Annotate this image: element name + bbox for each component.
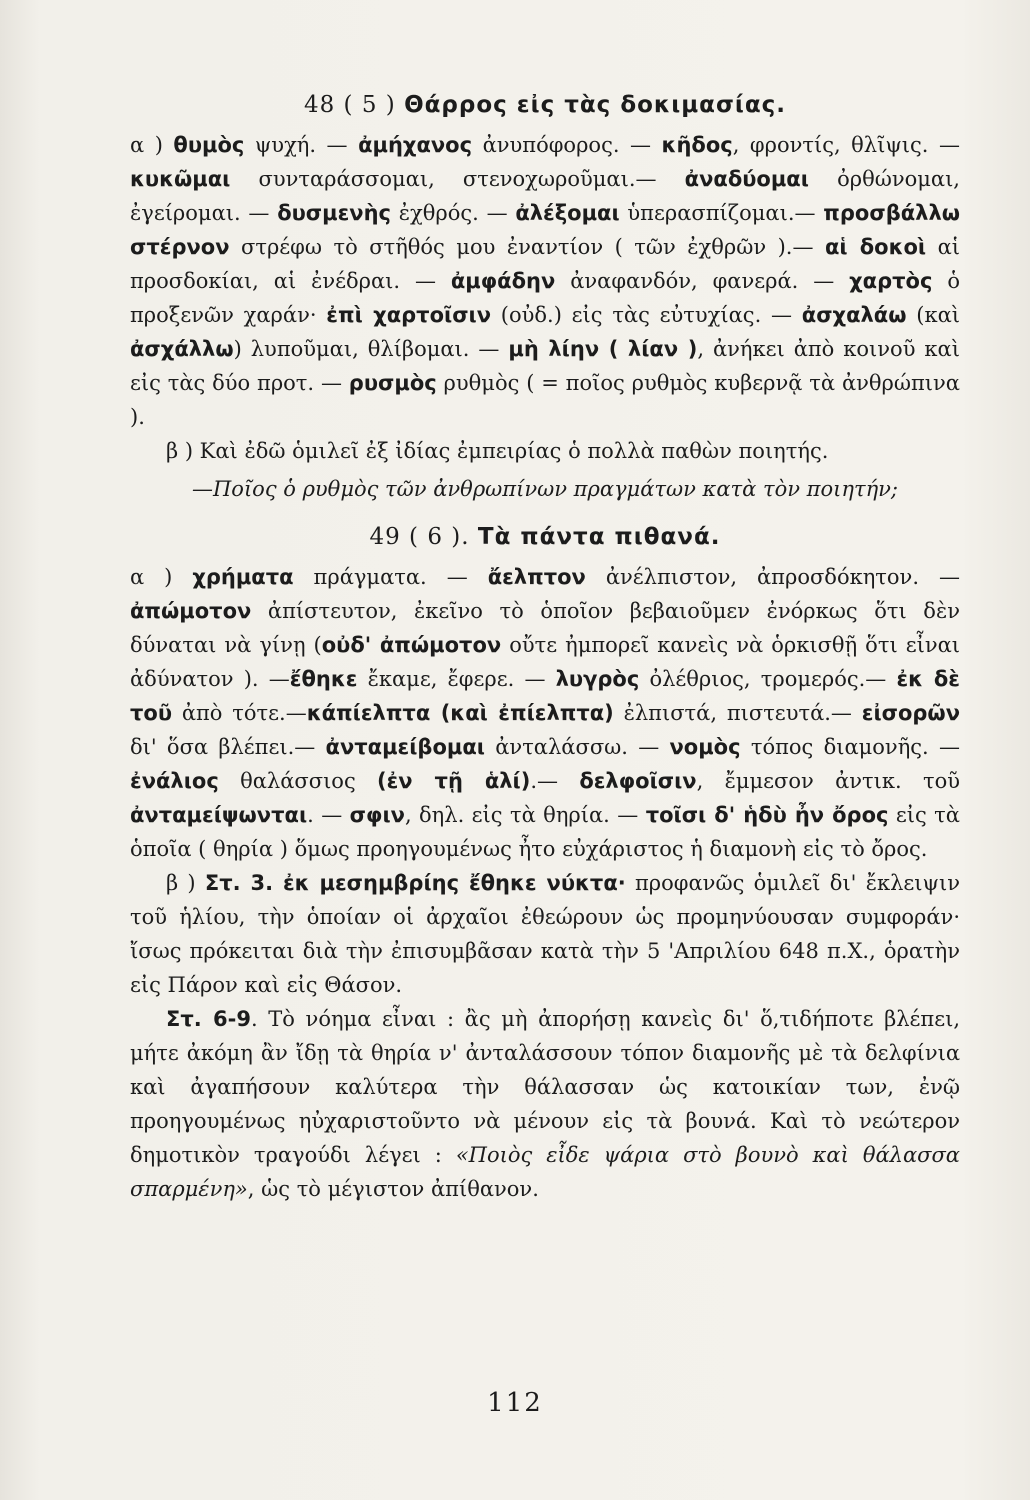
text-run: (οὐδ.) εἰς τὰς εὐτυχίας. —: [491, 303, 802, 327]
page-content: [130, 88, 960, 1206]
bold-term: ἄελπτον: [487, 565, 586, 589]
text-run: (καὶ: [906, 303, 960, 327]
section-49-commentary: [130, 866, 960, 1002]
bold-term: ἀμφάδην: [450, 269, 556, 293]
section-49-number: 49 ( 6 ).: [369, 524, 470, 550]
section-48-title: Θάρρος εἰς τὰς δοκιμασίας.: [404, 92, 787, 118]
bold-term: ἀναδύομαι: [684, 167, 809, 191]
text-run: ἐχθρός. —: [391, 201, 516, 225]
text-run: ὁ προξενῶν χαράν·: [130, 269, 960, 327]
text-run: εἰς τὰ ὁποῖα ( θηρία ) ὅμως προηγουμένως ἦτο εὐχάριστος ἡ διαμονὴ εἰς τὸ ὄρος.: [130, 803, 960, 861]
section-48-glossary: [130, 128, 960, 434]
bold-term: ἐνάλιος: [130, 769, 219, 793]
text-run: δι' ὅσα βλέπει.—: [130, 735, 326, 759]
bold-term: χρήματα: [192, 565, 294, 589]
bold-term: κάπίελπτα (καὶ ἐπίελπτα): [306, 701, 614, 725]
text-run: ) λυποῦμαι, θλίβομαι. —: [233, 337, 509, 361]
text-run: , φροντίς, θλῖψις. —: [732, 133, 960, 157]
text-run: πράγματα. —: [293, 565, 488, 589]
bold-term: λυγρὸς: [555, 667, 640, 691]
bold-term: θυμὸς: [173, 133, 245, 157]
text-run: ψυχή. —: [244, 133, 359, 157]
bold-term: ἐπὶ χαρτοῖσιν: [326, 303, 492, 327]
text-run: τόπος διαμονῆς. —: [740, 735, 960, 759]
bold-term: τοῖσι δ' ἡδὺ ἦν ὄρος: [645, 803, 889, 827]
text-run: ἀνέλπιστον, ἀπροσδόκητον. —: [585, 565, 960, 589]
bold-term: ρυσμὸς: [348, 371, 437, 395]
bold-term: ἀσχαλάω: [801, 303, 907, 327]
text-run: ρυθμὸς ( = ποῖος ρυθμὸς κυβερνᾷ τὰ ἀνθρώπινα ).: [130, 371, 960, 429]
bold-term: χαρτὸς: [849, 269, 933, 293]
text-run: οὔτε ἠμπορεῖ κανεὶς νὰ ὁρκισθῇ ὅτι εἶναι ἀδύνατον ). —: [130, 633, 961, 691]
bold-term: ἀλέξομαι: [515, 201, 620, 225]
text-run: ὀλέθριος, τρομερός.—: [639, 667, 897, 691]
text-run: ἀπίστευτον, ἐκεῖνο τὸ ὁποῖον βεβαιοῦμεν ἐνόρκως ὅτι δὲν δύναται νὰ γίνῃ (: [130, 599, 960, 657]
bold-term: δυσμενὴς: [277, 201, 391, 225]
bold-term: αἱ δοκοὶ: [824, 235, 927, 259]
text-run: β ): [166, 871, 205, 895]
text-run: , δηλ. εἰς τὰ θηρία. —: [404, 803, 646, 827]
bold-term: δελφοῖσιν: [579, 769, 697, 793]
section-49-verses-note: [130, 1002, 960, 1206]
italic-quote: «Ποιὸς εἶδε ψάρια στὸ βουνὸ καὶ θάλασσα σπαρμένη»: [130, 1143, 960, 1201]
text-run: ἀναφανδόν, φανερά. —: [555, 269, 850, 293]
text-run: α ): [130, 565, 193, 589]
text-run: . —: [307, 803, 350, 827]
bold-term: κῆδος: [661, 133, 733, 157]
bold-term: προσβάλλω στέρνον: [130, 201, 960, 259]
bold-term: ἐκ δὲ τοῦ: [130, 667, 960, 725]
section-48-commentary: β ) Καὶ ἐδῶ ὁμιλεῖ ἐξ ἰδίας ἐμπειρίας ὁ πολλὰ παθὼν ποιητής.: [166, 439, 829, 463]
bold-term: εἰσορῶν: [861, 701, 960, 725]
bold-term: ἔθηκε: [289, 667, 358, 691]
text-run: ἀνταλάσσω. —: [484, 735, 670, 759]
section-49-glossary: [130, 560, 960, 866]
bold-term: ἀσχάλλω: [130, 337, 234, 361]
section-48-number: 48 ( 5 ): [303, 92, 396, 118]
bold-term: Στ. 3. ἐκ μεσημβρίης ἔθηκε νύκτα·: [204, 871, 626, 895]
section-48-question: —Ποῖος ὁ ρυθμὸς τῶν ἀνθρωπίνων πραγμάτων κατὰ τὸν ποιητήν;: [191, 477, 898, 501]
text-run: , ὡς τὸ μέγιστον ἀπίθανον.: [247, 1177, 539, 1201]
bold-term: ἀνταμείψωνται: [130, 803, 308, 827]
bold-term: ἀπώμοτον: [130, 599, 252, 623]
bold-term: (ἐν τῇ ἁλί): [377, 769, 531, 793]
text-run: ἐλπιστά, πιστευτά.—: [613, 701, 862, 725]
bold-term: νομὸς: [669, 735, 741, 759]
text-run: συνταράσσομαι, στενοχωροῦμαι.—: [230, 167, 685, 191]
page-number: 112: [487, 1388, 543, 1418]
text-run: ἀπὸ τότε.—: [172, 701, 307, 725]
text-run: θαλάσσιος: [218, 769, 378, 793]
text-run: ἔκαμε, ἔφερε. —: [357, 667, 556, 691]
text-run: στρέφω τὸ στῆθός μου ἐναντίον ( τῶν ἐχθρῶν ).—: [229, 235, 825, 259]
bold-term: ἀνταμείβομαι: [325, 735, 485, 759]
text-run: προφανῶς ὁμιλεῖ δι' ἔκλειψιν τοῦ ἡλίου, τὴν ὁποίαν οἱ ἀρχαῖοι ἐθεώρουν ὡς προμηνύουσαν συμφοράν· ἴσως πρόκειται διὰ τὴν ἐπισυμβᾶσαν κατὰ τὴν 5 'Απριλίου 648 π.Χ., ὁρατὴν εἰς Πάρον καὶ εἰς Θάσον.: [130, 871, 960, 997]
text-run: ὀρθώνομαι, ἐγείρομαι. —: [130, 167, 960, 225]
bold-term: μὴ λίην ( λίαν ): [508, 337, 698, 361]
section-49-heading: [130, 520, 960, 554]
section-49-title: Τὰ πάντα πιθανά.: [477, 524, 721, 550]
text-run: αἱ προσδοκίαι, αἱ ἐνέδραι. —: [130, 235, 961, 293]
text-run: , ἔμμεσον ἀντικ. τοῦ: [696, 769, 960, 793]
text-run: α ): [130, 133, 174, 157]
bold-term: ἀμήχανος: [358, 133, 473, 157]
text-run: ὑπερασπίζομαι.—: [619, 201, 824, 225]
bold-term: σφιν: [349, 803, 405, 827]
bold-term: κυκῶμαι: [130, 167, 231, 191]
text-run: ἀνυπόφορος. —: [472, 133, 662, 157]
section-48-heading: [130, 88, 960, 122]
text-run: , ἀνήκει ἀπὸ κοινοῦ καὶ εἰς τὰς δύο προτ. —: [130, 337, 960, 395]
bold-term: οὐδ' ἀπώμοτον: [321, 633, 502, 657]
text-run: . Τὸ νόημα εἶναι : ἂς μὴ ἀπορήσῃ κανεὶς δι' ὅ,τιδήποτε βλέπει, μήτε ἀκόμη ἂν ἴδῃ τὰ θηρία ν' ἀνταλάσσουν τόπον διαμονῆς μὲ τὰ δελφίνια καὶ ἀγαπήσουν καλύτερα τὴν θάλασσαν ὡς κατοικίαν των, ἐνῷ προηγουμένως ηὐχαριστοῦντο νὰ μένουν εἰς τὰ βουνά. Καὶ τὸ νεώτερον δημοτικὸν τραγούδι λέγει :: [130, 1007, 961, 1167]
text-run: .—: [530, 769, 580, 793]
bold-term: Στ. 6-9: [166, 1007, 251, 1031]
